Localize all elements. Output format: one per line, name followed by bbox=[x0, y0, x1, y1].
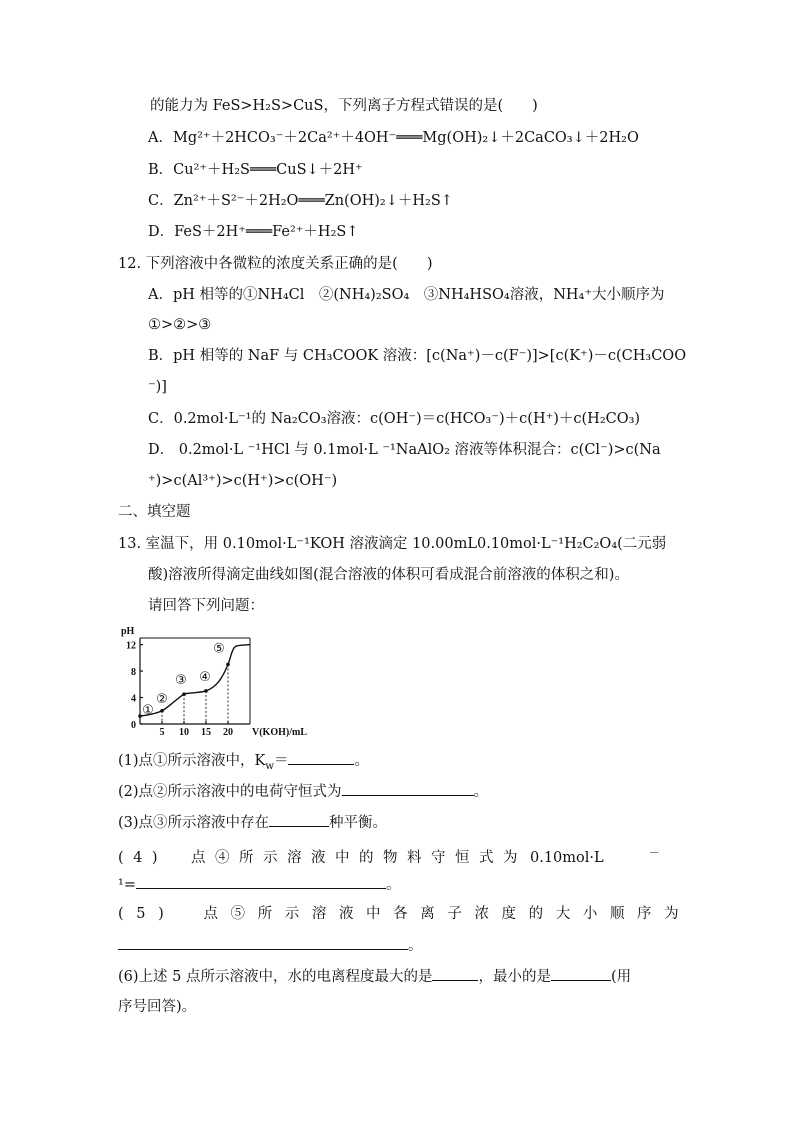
point-label: ② bbox=[156, 691, 168, 707]
data-point bbox=[226, 663, 230, 667]
q13-part1 bbox=[118, 750, 369, 777]
q13-stem-line3: 请回答下列问题： bbox=[148, 598, 264, 614]
q13-part4-tail: 。 bbox=[385, 877, 401, 893]
q11-option-c: C．Zn²⁺＋S²⁻＋2H₂O═══Zn(OH)₂↓＋H₂S↑ bbox=[148, 193, 453, 209]
q13-part4-line2 bbox=[118, 874, 400, 895]
q12-option-b-line2: ⁻)] bbox=[148, 379, 167, 395]
q13-part5-text: (5) 点⑤所示溶液中各离子浓度的大小顺序为 bbox=[118, 906, 692, 922]
q12-option-d-line1: D． 0.2mol·L ⁻¹HCl 与 0.1mol·L ⁻¹NaAlO₂ 溶液等体积混合：c(Cl⁻)>c(Na bbox=[148, 442, 661, 458]
q13-part1-tail: 。 bbox=[354, 753, 369, 769]
q13-part1-sub: w bbox=[265, 760, 274, 772]
q11-option-d: D．FeS＋2H⁺═══Fe²⁺＋H₂S↑ bbox=[148, 224, 359, 240]
q13-part6-min-blank[interactable] bbox=[551, 966, 611, 981]
y-tick-label: 4 bbox=[131, 693, 136, 705]
data-point bbox=[160, 709, 164, 713]
q13-part4-answer-blank[interactable] bbox=[136, 874, 386, 889]
q13-part2-answer-blank[interactable] bbox=[342, 781, 474, 796]
q13-part6-line2: 序号回答)。 bbox=[118, 999, 197, 1015]
q13-part3-answer-blank[interactable] bbox=[269, 812, 329, 827]
q13-part4-text: (4) 点④所示溶液中的物料守恒式为 bbox=[118, 850, 528, 866]
q11-option-b: B．Cu²⁺＋H₂S═══CuS↓＋2H⁺ bbox=[148, 162, 363, 178]
q12-option-a-line2: ①>②>③ bbox=[148, 317, 212, 333]
q12-option-d-line2: ⁺)>c(Al³⁺)>c(H⁺)>c(OH⁻) bbox=[148, 473, 338, 489]
x-tick-label: 15 bbox=[201, 727, 211, 737]
q13-stem-line1: 13. 室温下，用 0.10mol·L⁻¹KOH 溶液滴定 10.00mL0.10mol·L⁻¹H₂C₂O₄(二元弱 bbox=[118, 536, 667, 552]
point-label: ⑤ bbox=[213, 641, 225, 657]
q13-part2-tail: 。 bbox=[473, 784, 489, 800]
q13-part3 bbox=[118, 812, 387, 833]
q13-part5-tail: 。 bbox=[408, 938, 423, 954]
section-heading: 二、填空题 bbox=[118, 504, 191, 520]
q13-part4-minus: － bbox=[648, 846, 660, 859]
y-tick-label: 12 bbox=[126, 640, 136, 652]
x-tick-label: 10 bbox=[179, 727, 189, 737]
x-tick-label: 5 bbox=[159, 727, 165, 737]
data-point bbox=[182, 692, 186, 696]
q13-part5-line1 bbox=[118, 904, 692, 924]
q13-part1-text: (1)点①所示溶液中，K bbox=[118, 753, 266, 769]
y-tick-label: 0 bbox=[131, 720, 136, 731]
point-label: ③ bbox=[175, 673, 187, 689]
x-tick-label: 20 bbox=[223, 727, 233, 737]
x-axis-label: V(KOH)/mL bbox=[252, 727, 307, 737]
titration-curve-chart bbox=[118, 622, 338, 737]
q13-part2 bbox=[118, 781, 488, 802]
point-label: ④ bbox=[199, 669, 211, 685]
q12-option-b-line1: B．pH 相等的 NaF 与 CH₃COOK 溶液：[c(Na⁺)－c(F⁻)]>[c(K⁺)－c(CH₃COO bbox=[148, 348, 687, 364]
q12-option-a-line1: A．pH 相等的①NH₄Cl ②(NH₄)₂SO₄ ③NH₄HSO₄溶液，NH₄⁺大小顺序为 bbox=[148, 287, 665, 303]
q13-part3-text: (3)点③所示溶液中存在 bbox=[118, 815, 270, 831]
q12-option-c: C．0.2mol·L⁻¹的 Na₂CO₃溶液：c(OH⁻)＝c(HCO₃⁻)＋c(H⁺)＋c(H₂CO₃) bbox=[148, 411, 641, 427]
q13-part4-exp: ¹= bbox=[118, 877, 136, 893]
q13-part6-max-blank[interactable] bbox=[432, 966, 478, 981]
q13-part6-line1 bbox=[118, 966, 631, 987]
q11-stem-tail: 的能力为 FeS>H₂S>CuS，下列离子方程式错误的是( ) bbox=[150, 98, 538, 114]
q13-part5-line2 bbox=[118, 935, 423, 956]
q13-stem-line2: 酸)溶液所得滴定曲线如图(混合溶液的体积可看成混合前溶液的体积之和)。 bbox=[148, 567, 629, 583]
q11-option-a: A．Mg²⁺＋2HCO₃⁻＋2Ca²⁺＋4OH⁻═══Mg(OH)₂↓＋2CaCO₃↓＋2H₂O bbox=[148, 130, 639, 146]
q13-part6-paren: (用 bbox=[610, 969, 632, 985]
q13-part5-answer-blank[interactable] bbox=[118, 935, 408, 950]
q13-part1-answer-blank[interactable] bbox=[288, 750, 354, 765]
q13-part1-eq: ＝ bbox=[273, 753, 289, 769]
y-tick-label: 8 bbox=[131, 667, 136, 679]
q13-part6-mid: ，最小的是 bbox=[478, 969, 551, 985]
q13-part6-text: (6)上述 5 点所示溶液中，水的电离程度最大的是 bbox=[118, 969, 433, 985]
q13-part2-text: (2)点②所示溶液中的电荷守恒式为 bbox=[118, 784, 342, 800]
q12-stem: 12. 下列溶液中各微粒的浓度关系正确的是( ) bbox=[118, 256, 433, 272]
q13-part4-unit: 0.10mol·L bbox=[530, 850, 604, 866]
y-axis-label: pH bbox=[121, 626, 135, 637]
point-label: ① bbox=[142, 703, 154, 719]
q13-part4-line1 bbox=[118, 843, 660, 868]
q13-part3-tail: 种平衡。 bbox=[329, 815, 388, 831]
data-point bbox=[204, 689, 208, 693]
